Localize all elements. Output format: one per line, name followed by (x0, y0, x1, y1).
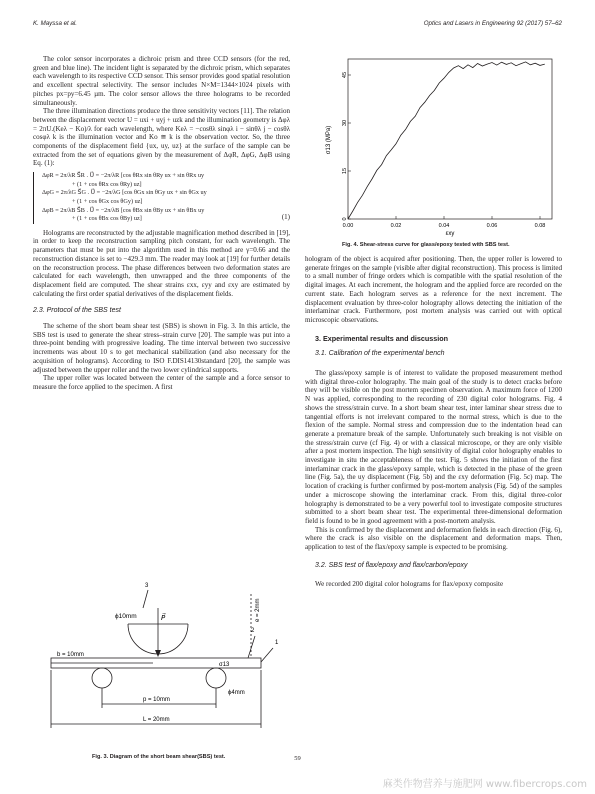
paragraph-reconstruction: Holograms are reconstructed by the adjustable magnification method described in [19], in order to keep the reconstruction sampling pitch constant, for each wavelength. The parameters that must be put into the algorithm used in this method are γ=0.66 and the reconstruction distance is set to −429.3 mm. The reader may look at [19] for further details on the reconstruction process. The phase differences between two deformation states are calculated for each wavelength, then unwrapped and the three components of the displacement field are computed. The shear strains εxx, εyy and εxy are estimated by calculating the first order spatial derivatives of the displacement fields. (33, 228, 290, 298)
chart-axes (342, 59, 552, 229)
paragraph-sensitivity-vectors: The three illumination directions produce the three sensitivity vectors [11]. The relation between the displacement vector U = uxi + uyj + uzk and the illumination geometry is Δφλ = 2πU.(Keλ − Ko)/λ for each wavelength, where Keλ = −cosθλ sinφλ i − sinθλ j − cosθλ cosφλ k is the illumination vector and Ko ≅ k is the observation vector. So, the three components of the displacement field {ux, uy, uz} at the surface of the sample can be extracted from the set of equations given by the measurement of ΔφR, ΔφG, ΔφB using Eq. (1): (33, 107, 290, 168)
x-tick-label: 0.06 (486, 223, 498, 229)
paragraph-color-sensor: The color sensor incorporates a dichroic prism and three CCD sensors (for the red, green and blue line). The incident light is separated by the dichroic prism, which separates each wavelength to its respective CCD sensor. This sensor provides good spatial resolution and excellent spectral selectivity. The sensor includes N×M=1344×1024 pixels with pitches px=py=6.45 µm. The color sensor allows the three holograms to be recorded simultaneously. (33, 55, 290, 107)
section-heading-3-2: 3.2. SBS test of flax/epoxy and flax/carbon/epoxy (315, 561, 468, 569)
paragraph-calibration: The glass/epoxy sample is of interest to validate the proposed measurement method with digital three-color holography. The main goal of the study is to detect cracks before they will be visible on the post mortem specimen observation. A maximum force of 1200 N was applied, corresponding to the recording of 230 digital color holograms. Fig. 4 shows the stress/strain curve. In a short beam shear test, inter laminar shear stress due to tangential efforts is not irrelevant compared to the normal stress, which is due to the flexion of the sample. Normal stress and compression due to the indentation head can generate a premature break of the sample. Unfortunately such breaking is not visible on the stress/strain curve (cf Fig. 4) or with a classical microscope, or they are only visible after a post mortem inspection. The high sensitivity of digital color holography enables to investigate in situ the acceptableness of the test. Fig. 5 shows the initiation of the first interlaminar crack in the glass/epoxy sample, which is detected in the phase of the green line (Fig. 5a), the uy displacement (Fig. 5b) and the εxy deformation (Fig. 5c) map. The location of cracking is further confirmed by post-mortem analysis (Fig. 5d) of the samples under a microscope showing the interlaminar crack. From this, digital three-color holography is demonstrated to be a very powerful tool to investigate composite structures submitted to a short beam shear test. The experimental three-dimensional deformation field is found to be in good agreement with a post-mortem analysis. (305, 369, 562, 525)
equation-line: + (1 + cos θGx cos θGy) uz] (72, 197, 143, 205)
right-support-shape (206, 668, 226, 688)
running-header-authors: K. Mayssa et al. (33, 20, 78, 27)
equation-number: (1) (281, 213, 290, 221)
chart-frame (348, 59, 552, 219)
left-support-shape (92, 668, 112, 688)
paragraph-flax-epoxy: We recorded 200 digital color holograms for flax/epoxy composite (315, 579, 504, 588)
fig3-roller-diameter: ϕ10mm (115, 613, 137, 620)
x-tick-label: 0.08 (534, 223, 546, 229)
fig3-sigma-label: σ13 (219, 662, 230, 668)
fig4-stress-strain-chart (320, 55, 560, 237)
y-tick-label: 0 (342, 217, 348, 221)
fig3-support-diameter: ϕ4mm (228, 690, 245, 696)
fig3-label-3: 3 (145, 583, 149, 589)
section-heading-3-1: 3.1. Calibration of the experimental bench (315, 350, 445, 358)
fig3-force-label: P⃗ (161, 615, 166, 622)
page-number: 59 (294, 755, 301, 762)
fig3-caption: Fig. 3. Diagram of the short beam shear(SBS) test. (92, 754, 226, 760)
y-tick-label: 15 (342, 167, 348, 175)
y-tick-label: 45 (342, 71, 348, 79)
equation-block (33, 172, 290, 224)
fig3-sbs-diagram (33, 578, 290, 744)
equation-line: + (1 + cos θBx cos θBy) uz] (72, 215, 142, 223)
watermark: 麻类作物营养与施肥网 www.fibercrops.com (382, 779, 587, 790)
fig4-caption: Fig. 4. Shear-stress curve for glass/epoxy tested with SBS test. (342, 242, 510, 248)
chart-y-axis-label: σ13 (MPa) (326, 125, 332, 155)
paragraph-hologram-acquisition: hologram of the object is acquired after positioning. Then, the upper roller is lowered to generate fringes on the sample (visible after digital reconstruction). This process is limited to a small number of fringe orders which is compatible with the spatial resolution of the digital images. At each increment, the hologram and the applied force are recorded on the current state. Each hologram serves as a reference for the next increment. The displacement evaluation by three-color holography allows detecting the initiation of the interlaminar crack. Furthermore, post mortem analysis was carried out with optical microscopic observations. (305, 255, 562, 324)
fig3-length: L = 20mm (143, 717, 170, 723)
equation-line: ΔφG = 2π/λG S⃗G . U⃗ = −2π/λG [cos θGx sin θGy ux + sin θGx uy (42, 189, 207, 197)
x-tick-label: 0.00 (342, 223, 354, 229)
paragraph-confirmation: This is confirmed by the displacement and deformation fields in each direction (Fig. 6), where the crack is also visible on the displacement and deformation maps. Then, application to test of the flax/epoxy sample is expected to be promising. (305, 525, 562, 552)
chart-x-axis-label: εxy (445, 231, 455, 237)
y-tick-label: 30 (342, 119, 348, 127)
fig3-span: p = 10mm (143, 697, 170, 703)
right-column (305, 255, 562, 588)
stress-strain-line (348, 62, 545, 219)
equation-line: ΔφR = 2π/λR S⃗R . U⃗ = −2π/λR [cos θRx sin θRy ux + sin θRx uy (42, 172, 205, 180)
chart-series (348, 62, 545, 219)
paragraph-sbs-scheme: The scheme of the short beam shear test (SBS) is shown in Fig. 3. In this article, the SBS test is used to generate the shear stress–strain curve [20]. The sample was put into a three-point bending with progressive loading. The time interval between two successive increments was about 10 s to get mechanical stabilization (and also necessary for the acquisition of holograms). According to ISO F.DIS14130standard [20], the sample was adjusted between the upper roller and the two lower cylindrical supports. (33, 322, 290, 374)
fig3-width: b = 10mm (57, 652, 84, 658)
equation-line: ΔφB = 2π/λB S⃗B . U⃗ = −2π/λB [cos θBx sin θBy ux + sin θBx uy (42, 206, 205, 214)
x-tick-label: 0.02 (390, 223, 402, 229)
running-header-journal: Optics and Lasers in Engineering 92 (2017) 57–62 (423, 20, 562, 27)
section-heading-2-3: 2.3. Protocol of the SBS test (33, 307, 121, 315)
paragraph-upper-roller: The upper roller was located between the center of the sample and a force sensor to measure the force applied to the specimen. A first (33, 374, 290, 391)
equation-line: + (1 + cos θRx cos θRy) uz] (72, 180, 142, 188)
fig3-thickness: e = 2mm (255, 598, 261, 622)
section-heading-3: 3. Experimental results and discussion (315, 333, 449, 343)
x-tick-label: 0.04 (438, 223, 450, 229)
fig3-label-1: 1 (275, 640, 279, 646)
left-column (33, 55, 290, 392)
fig3-label-2: 2 (251, 628, 255, 634)
